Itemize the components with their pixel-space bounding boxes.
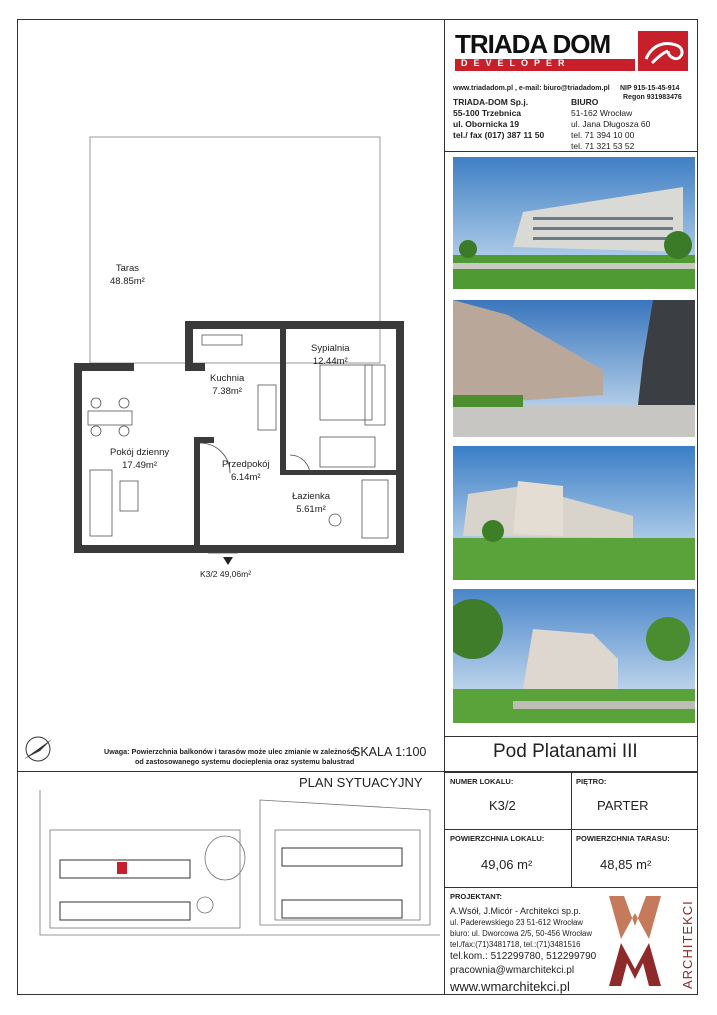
room-area: 48.85m² [110,276,145,287]
company-name: TRIADA-DOM Sp.j. [453,97,529,107]
room-name: Przedpokój [222,459,270,470]
render-photo-4 [453,589,695,723]
render-photo-1 [453,157,695,289]
room-area: 12.44m² [312,356,348,367]
photos-divider [444,736,698,737]
room-przedpokoj [222,458,270,484]
floor-plan [20,125,440,585]
fields-bottom [444,887,698,888]
render-photo-3 [453,446,695,580]
unit-number-label: NUMER LOKALU: [450,777,514,786]
office-street: ul. Jana Długosza 60 [571,119,651,129]
company-street: ul. Obornicka 19 [453,119,520,129]
room-name: Kuchnia [210,373,245,384]
room-name: Łazienka [292,491,331,502]
company-address [453,97,544,141]
architect-mobile: tel.kom.: 512299780, 512299790 [450,951,597,962]
site-plan-title: PLAN SYTUACYJNY [299,775,423,790]
bull-logo-icon [638,31,688,71]
company-city: 55-100 Trzebnica [453,108,522,118]
column-divider [444,19,445,995]
architect-website: www.wmarchitekci.pl [450,979,570,994]
logo-subtitle: DEVELOPER [461,58,571,68]
room-area: 5.61m² [296,504,326,515]
architect-info [450,906,596,995]
site-plan-map [20,790,440,940]
room-area: 17.49m² [122,460,157,471]
unit-area: 49,06 m² [481,857,533,872]
unit-label: K3/2 49,06m² [200,569,252,579]
architect-office: biuro: ul. Dworcowa 2/5, 50-456 Wrocław [450,929,592,938]
room-pokoj-dzienny [110,446,169,472]
note-line-2: od zastosowanego systemu docieplenia oraz systemu balustrad [135,757,355,766]
architect-label: PROJEKTANT: [450,892,502,901]
architect-name: A.Wsół, J.Micór - Architekci sp.p. [450,906,582,916]
fields-row-divider [444,829,698,830]
note-line-1: Uwaga: Powierzchnia balkonów i tarasów może ulec zmianie w zależności [104,747,357,756]
scale: SKALA 1:100 [352,745,427,759]
terrace-area: 48,85 m² [600,857,652,872]
architect-logo [604,891,694,991]
terrace-area-label: POWIERZCHNIA TARASU: [576,834,670,843]
project-title: Pod Platanami III [493,741,638,762]
render-photo-2 [453,300,695,437]
office-phone-2: tel. 71 321 53 52 [571,141,635,151]
nip: NIP 915-15-45-914 [620,85,680,92]
architect-phone: tel./fax:(71)3481718, tel.:(71)3481516 [450,940,581,949]
architect-email: pracownia@wmarchitekci.pl [450,965,575,976]
architect-address: ul. Paderewskiego 23 51-612 Wrocław [450,918,583,927]
north-arrow-icon [20,733,60,765]
developer-logo [455,29,691,75]
floor-label: PIĘTRO: [576,777,607,786]
room-lazienka [292,490,330,516]
room-name: Sypialnia [311,343,350,354]
unit-area-label: POWIERZCHNIA LOKALU: [450,834,545,843]
office-address [571,97,650,152]
web-email: www.triadadom.pl , e-mail: biuro@triadadom.pl [453,85,610,92]
room-sypialnia [311,342,350,368]
floor-value: PARTER [597,798,649,813]
room-name: Taras [115,263,140,274]
room-area: 6.14m² [230,472,261,483]
office-title: BIURO [571,97,599,107]
room-taras [110,262,145,288]
regon: Regon 931983476 [623,94,682,101]
office-city: 51-162 Wrocław [571,108,633,118]
unit-number: K3/2 [489,798,516,813]
room-area: 7.38m² [212,386,242,397]
office-phone-1: tel. 71 394 10 00 [571,130,635,140]
company-phone: tel./ fax (017) 387 11 50 [453,130,545,140]
room-kuchnia [210,372,244,398]
room-name: Pokój dzienny [110,447,170,458]
logo-name: TRIADA DOM [455,29,611,59]
architect-logo-text: ARCHITEKCI [680,900,695,989]
